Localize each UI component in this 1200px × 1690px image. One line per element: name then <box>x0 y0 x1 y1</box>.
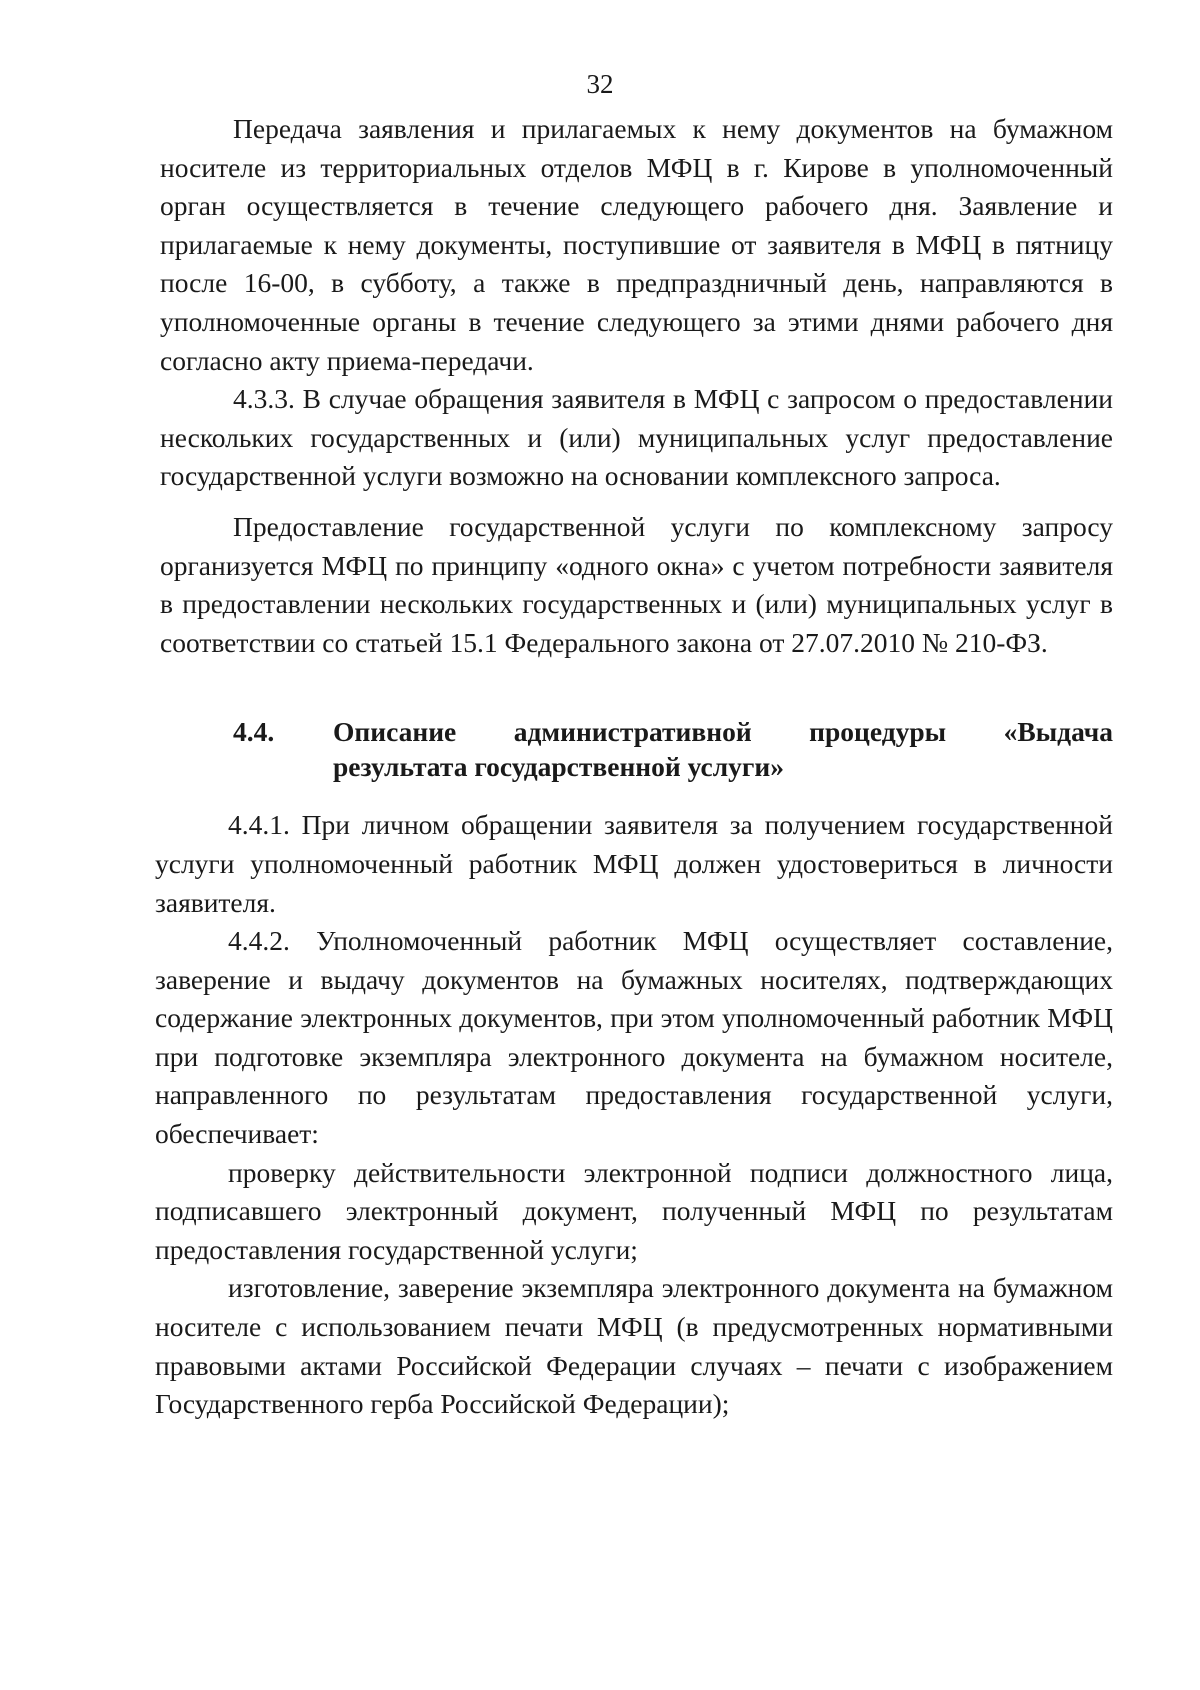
paragraph-4-4-2: 4.4.2. Уполномоченный работник МФЦ осуществляет составление, заверение и выдачу документов на бумажных носителях, подтверждающих содержание электронных документов, при этом уполномоченный работник МФЦ при подготовке экземпляра электронного документа на бумажном носителе, направленного по результатам предоставления государственной услуги, обеспечивает: <box>155 925 1113 1150</box>
section-4-4-body <box>155 806 1113 1424</box>
section-heading-4-4 <box>160 714 1113 784</box>
document-body <box>155 110 1113 1424</box>
paragraph-4-3-3: 4.3.3. В случае обращения заявителя в МФЦ с запросом о предоставлении нескольких государственных и (или) муниципальных услуг предоставление государственной услуги возможно на основании комплексного запроса. <box>160 383 1113 492</box>
section-title-line-1: Описание административной процедуры «Выдача <box>333 716 1113 748</box>
paragraph-complex-request: Предоставление государственной услуги по комплексному запросу организуется МФЦ по принципу «одного окна» с учетом потребности заявителя в предоставлении нескольких государственных и (или) муниципальных услуг в соответствии со статьей 15.1 Федерального закона от 27.07.2010 № 210-ФЗ. <box>160 510 1113 658</box>
section-title <box>333 714 1113 784</box>
paragraph-4-4-1: 4.4.1. При личном обращении заявителя за получением государственной услуги уполномоченный работник МФЦ должен удостовериться в личности заявителя. <box>155 809 1113 918</box>
section-title-line-2: результата государственной услуги» <box>333 751 784 783</box>
paragraph-transfer-documents: Передача заявления и прилагаемых к нему документов на бумажном носителе из территориальных отделов МФЦ в г. Кирове в уполномоченный орган осуществляется в течение следующего рабочего дня. Заявление и прилагаемые к нему документы, поступившие от заявителя в МФЦ в пятницу после 16-00, в субботу, а также в предпраздничный день, направляются в уполномоченные органы в течение следующего за этими днями рабочего дня согласно акту приема-передачи. <box>160 113 1113 376</box>
page-number: 32 <box>586 69 614 99</box>
paragraph-signature-check: проверку действительности электронной подписи должностного лица, подписавшего электронный документ, полученный МФЦ по результатам предоставления государственной услуги; <box>155 1156 1113 1265</box>
section-number: 4.4. <box>233 716 275 748</box>
paragraph-copy-production: изготовление, заверение экземпляра электронного документа на бумажном носителе с использованием печати МФЦ (в предусмотренных нормативными правовыми актами Российской Федерации случаях – печати с изображением Государственного герба Российской Федерации); <box>155 1272 1113 1420</box>
